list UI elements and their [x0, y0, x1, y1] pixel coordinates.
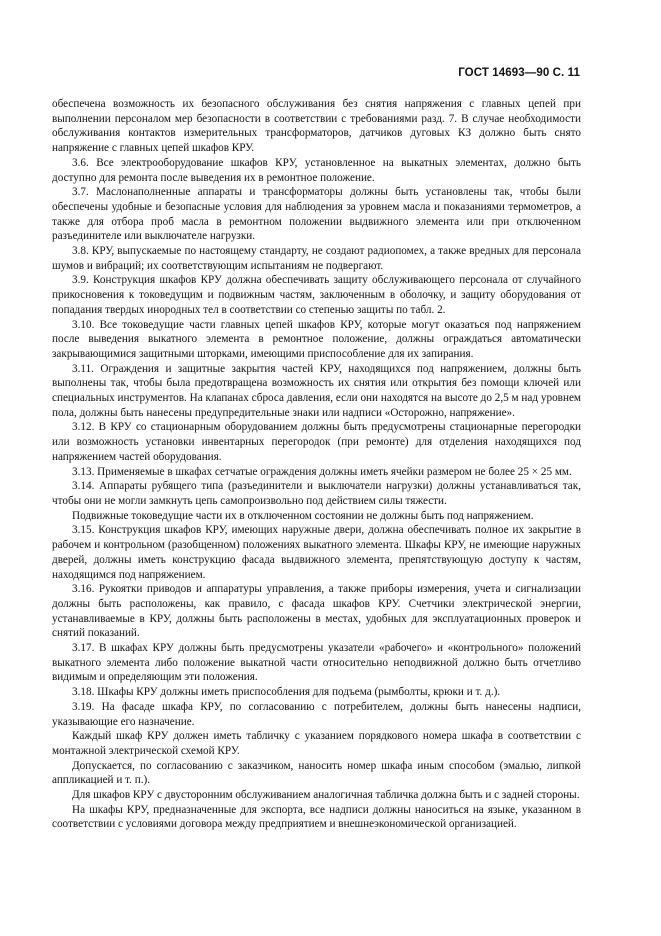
paragraph-3-10: 3.10. Все токоведущие части главных цепей шкафов КРУ, которые могут оказаться под напряжением после выведения выкатного элемента в ремонтное положение, должны ограждаться автоматически закрывающимися защитными шторками, имеющими приспособление для их запирания. [52, 318, 581, 360]
paragraph-alternative-marking: Допускается, по согласованию с заказчиком, наносить номер шкафа иным способом (эмалью, липкой аппликацией и т. п.). [52, 759, 581, 787]
paragraph-3-13: 3.13. Применяемые в шкафах сетчатые ограждения должны иметь ячейки размером не более 25 × 25 мм. [72, 465, 572, 478]
paragraph-3-7: 3.7. Маслонаполненные аппараты и трансформаторы должны быть установлены так, чтобы были обеспечены удобные и безопасные условия для наблюдения за уровнем масла и показаниями термометров, а также для отбора проб масла в ремонтном положении выдвижного элемента или при отключенном разъединителе или выключателе нагрузки. [52, 186, 581, 243]
paragraph-3-17: 3.17. В шкафах КРУ должны быть предусмотрены указатели «рабочего» и «контрольного» положений выкатного элемента либо положение выкатной части относительно неподвижной должно быть отчетливо видимым и определяющим эти положения. [52, 642, 581, 684]
paragraph-3-15: 3.15. Конструкция шкафов КРУ, имеющих наружные двери, должна обеспечивать полное их закрытие в рабочем и контрольном (разобщенном) положениях выкатного элемента. Шкафы КРУ, не имеющие наружных дверей, должны иметь конструкцию фасада выдвижного элемента, препятствующую доступу к частям, находящимся под напряжением. [52, 524, 581, 581]
paragraph-export: На шкафы КРУ, предназначенные для экспорта, все надписи должны наноситься на языке, указанном в соответствии с условиями договора между предприятием и внешнеэкономической организацией. [52, 803, 581, 831]
paragraph-nameplate: Каждый шкаф КРУ должен иметь табличку с указанием порядкового номера шкафа в соответствии с монтажной электрической схемой КРУ. [52, 730, 581, 757]
paragraph-3-18: 3.18. Шкафы КРУ должны иметь приспособления для подъема (рымболты, крюки и т. д.). [72, 686, 501, 699]
paragraph-two-sided: Для шкафов КРУ с двусторонним обслуживанием аналогичная табличка должна быть и с задней стороны. [72, 789, 580, 802]
paragraph-3-6: 3.6. Все электрооборудование шкафов КРУ, установленное на выкатных элементах, должно быть доступно для ремонта после выведения их в ремонтное положение. [52, 156, 581, 184]
paragraph-3-8: 3.8. КРУ, выпускаемые по настоящему стандарту, не создают радиопомех, а также вредных для персонала шумов и вибраций; их соответствующим испытаниям не подвергают. [52, 245, 581, 272]
paragraph-3-14-note: Подвижные токоведущие части их в отключенном состоянии не должны быть под напряжением. [72, 509, 534, 522]
paragraph-3-19: 3.19. На фасаде шкафа КРУ, по согласованию с потребителем, должны быть нанесены надписи, указывающие его назначение. [52, 700, 581, 728]
page-header: ГОСТ 14693—90 С. 11 [458, 67, 580, 79]
paragraph-3-16: 3.16. Рукоятки приводов и аппаратуры управления, а также приборы измерения, учета и сигнализации должны быть расположены, как правило, с фасада шкафов КРУ. Счетчики электрической энергии, устанавливаемые в КРУ, должны быть расположены в местах, удобных для эксплуатационных проверок и снятий показаний. [52, 583, 581, 640]
paragraph-3-11: 3.11. Ограждения и защитные закрытия частей КРУ, находящихся под напряжением, должны быть выполнены так, чтобы была предотвращена возможность их снятия или открытия без помощи ключей или специальных инструментов. На клапанах сброса давления, если они находятся на высоте до 2,5 м над уровнем пола, должны быть нанесены предупредительные знаки или надписи «Осторожно, напряжение». [52, 362, 581, 419]
paragraph-3-12: 3.12. В КРУ со стационарным оборудованием должны быть предусмотрены стационарные перегородки или возможность установки инвентарных перегородок (при ремонте) для отделения находящихся под напряжением частей оборудования. [52, 421, 581, 463]
paragraph-3-14: 3.14. Аппараты рубящего типа (разъединители и выключатели нагрузки) должны устанавливаться так, чтобы они не могли замкнуть цепь самопроизвольно под действием силы тяжести. [52, 480, 581, 507]
body-text [52, 97, 581, 832]
paragraph-continuation: обеспечена возможность их безопасного обслуживания без снятия напряжения с главных цепей при выполнении персоналом мер безопасности в соответствии с требованиями разд. 7. В случае необходимости обслуживания контактов измерительных трансформаторов, датчиков дуговых КЗ должно быть снято напряжение с главных цепей шкафов КРУ. [52, 98, 581, 155]
paragraph-3-9: 3.9. Конструкция шкафов КРУ должна обеспечивать защиту обслуживающего персонала от случайного прикосновения к токоведущим и подвижным частям, заключенным в оболочку, и защиту оборудования от попадания твердых инородных тел в соответствии со степенью защиты по табл. 2. [52, 274, 581, 316]
